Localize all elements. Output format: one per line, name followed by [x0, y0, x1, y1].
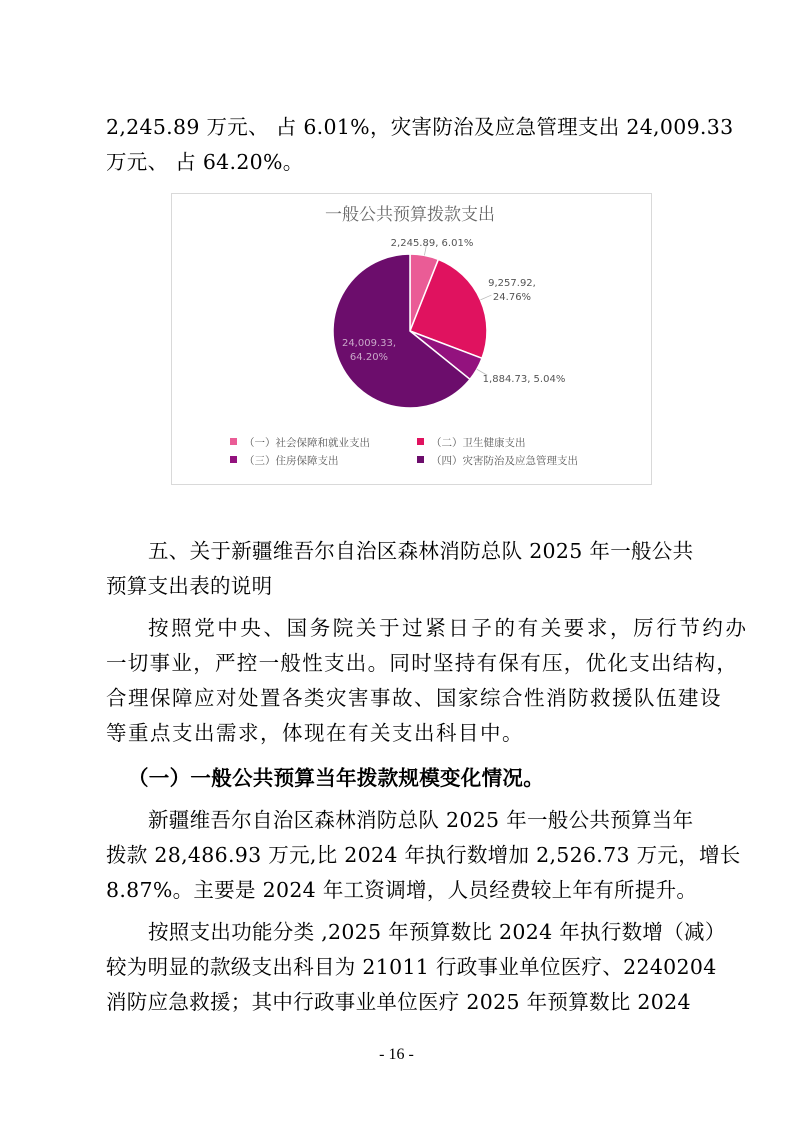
data-label: 2,245.89, 6.01%: [390, 238, 474, 249]
legend-swatch: [230, 438, 237, 445]
legend-label: （一）社会保障和就业支出: [244, 437, 370, 449]
label-leader-line: [480, 295, 491, 300]
legend-label: （四）灾害防治及应急管理支出: [431, 455, 578, 467]
paragraph-line: 等重点支出需求，体现在有关支出科目中。: [106, 721, 524, 745]
sub-heading: （一）一般公共预算当年拨款规模变化情况。: [128, 766, 544, 790]
data-label: 24.76%: [492, 292, 532, 303]
section-heading: 预算支出表的说明: [106, 574, 273, 598]
paragraph-line: 2,245.89 万元、 占 6.01%，灾害防治及应急管理支出 24,009.33: [106, 115, 734, 139]
pie-chart-svg: [172, 194, 651, 484]
paragraph-line: 一切事业，严控一般性支出。同时坚持有保有压，优化支出结构，: [106, 651, 739, 675]
legend-swatch: [230, 456, 237, 463]
paragraph-line: 按照支出功能分类 ,2025 年预算数比 2024 年执行数增（减）: [148, 920, 726, 944]
paragraph-line: 合理保障应对处置各类灾害事故、国家综合性消防救援队伍建设: [106, 686, 722, 710]
data-label: 9,257.92,: [488, 278, 536, 289]
legend-swatch: [417, 456, 424, 463]
legend-label: （二）卫生健康支出: [431, 437, 526, 449]
data-label: 24,009.33,: [341, 338, 397, 349]
paragraph-line: 消防应急救援；其中行政事业单位医疗 2025 年预算数比 2024: [106, 990, 691, 1014]
paragraph-line: 按照党中央、国务院关于过紧日子的有关要求，厉行节约办: [148, 616, 749, 640]
paragraph-line: 新疆维吾尔自治区森林消防总队 2025 年一般公共预算当年: [148, 808, 694, 832]
pie-chart: [171, 193, 652, 485]
paragraph-line: 拨款 28,486.93 万元,比 2024 年执行数增加 2,526.73 万元，增长: [106, 843, 741, 867]
section-heading: 五、关于新疆维吾尔自治区森林消防总队 2025 年一般公共: [148, 539, 694, 563]
paragraph-line: 8.87%。主要是 2024 年工资调增，人员经费较上年有所提升。: [106, 878, 698, 902]
page-number: - 16 -: [379, 1046, 414, 1063]
legend-label: （三）住房保障支出: [244, 455, 339, 467]
chart-title: 一般公共预算拨款支出: [325, 205, 495, 225]
data-label: 64.20%: [349, 352, 389, 363]
paragraph-line: 较为明显的款级支出科目为 21011 行政事业单位医疗、2240204: [106, 955, 717, 979]
paragraph-line: 万元、 占 64.20%。: [106, 150, 304, 174]
legend-swatch: [417, 438, 424, 445]
data-label: 1,884.73, 5.04%: [482, 374, 566, 385]
